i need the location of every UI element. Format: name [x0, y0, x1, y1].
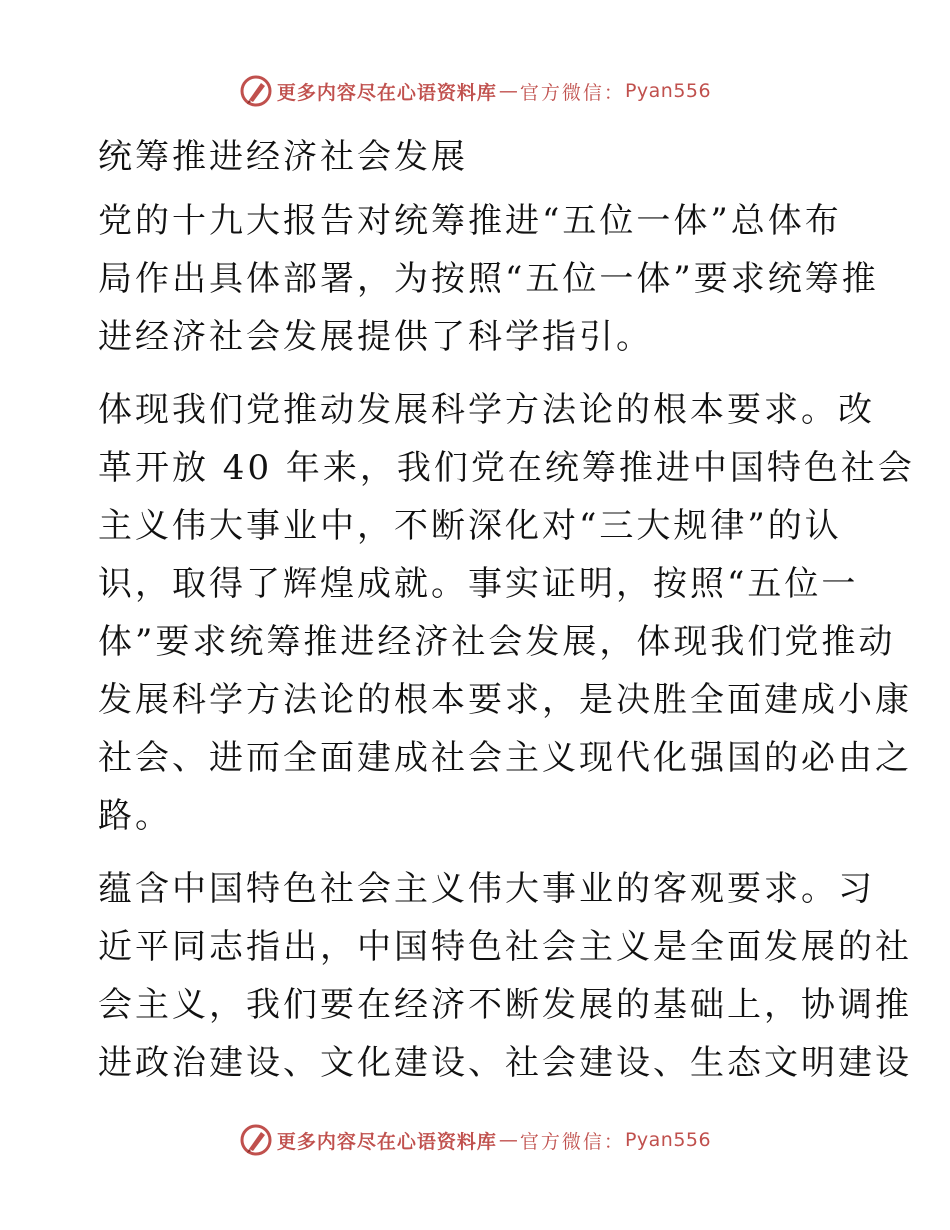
paragraph-line: 识，取得了辉煌成就。事实证明，按照“五位一	[98, 564, 859, 604]
paragraph-line: 革开放 40 年来，我们党在统筹推进中国特色社会	[98, 448, 915, 488]
paragraph-line: 主义伟大事业中，不断深化对“三大规律”的认	[98, 506, 842, 546]
paragraph-line: 体”要求统筹推进经济社会发展，体现我们党推动	[98, 622, 896, 662]
paragraph-line: 体现我们党推动发展科学方法论的根本要求。改	[98, 390, 875, 430]
paragraph-line: 路。	[98, 796, 172, 836]
footer-watermark	[0, 1120, 950, 1160]
watermark-label: 官方微信：	[519, 1130, 625, 1153]
paragraph-line: 局作出具体部署，为按照“五位一体”要求统筹推	[98, 259, 879, 299]
paragraph-line: 发展科学方法论的根本要求，是决胜全面建成小康	[98, 680, 912, 720]
document-title: 统筹推进经济社会发展	[98, 137, 468, 177]
pen-nib-logo-icon	[239, 1123, 273, 1157]
paragraph-line: 社会、进而全面建成社会主义现代化强国的必由之	[98, 738, 912, 778]
paragraph-line: 会主义，我们要在经济不断发展的基础上，协调推	[98, 985, 912, 1025]
watermark-wechat-id: Pyan556	[624, 1129, 712, 1151]
paragraph-line: 蕴含中国特色社会主义伟大事业的客观要求。习	[98, 869, 875, 909]
header-watermark	[0, 71, 950, 111]
pen-nib-logo-icon	[239, 74, 273, 108]
watermark-dash: —	[498, 1129, 518, 1151]
paragraph-line: 近平同志指出，中国特色社会主义是全面发展的社	[98, 927, 912, 967]
watermark-main-text: 更多内容尽在心语资料库	[276, 81, 497, 104]
watermark-label: 官方微信：	[519, 81, 625, 104]
watermark-wechat-id: Pyan556	[624, 80, 712, 102]
paragraph-line: 进经济社会发展提供了科学指引。	[98, 317, 653, 357]
watermark-main-text: 更多内容尽在心语资料库	[276, 1130, 497, 1153]
paragraph-line: 党的十九大报告对统筹推进“五位一体”总体布	[98, 201, 842, 241]
paragraph-line: 进政治建设、文化建设、社会建设、生态文明建设	[98, 1043, 912, 1083]
watermark-dash: —	[498, 80, 518, 102]
